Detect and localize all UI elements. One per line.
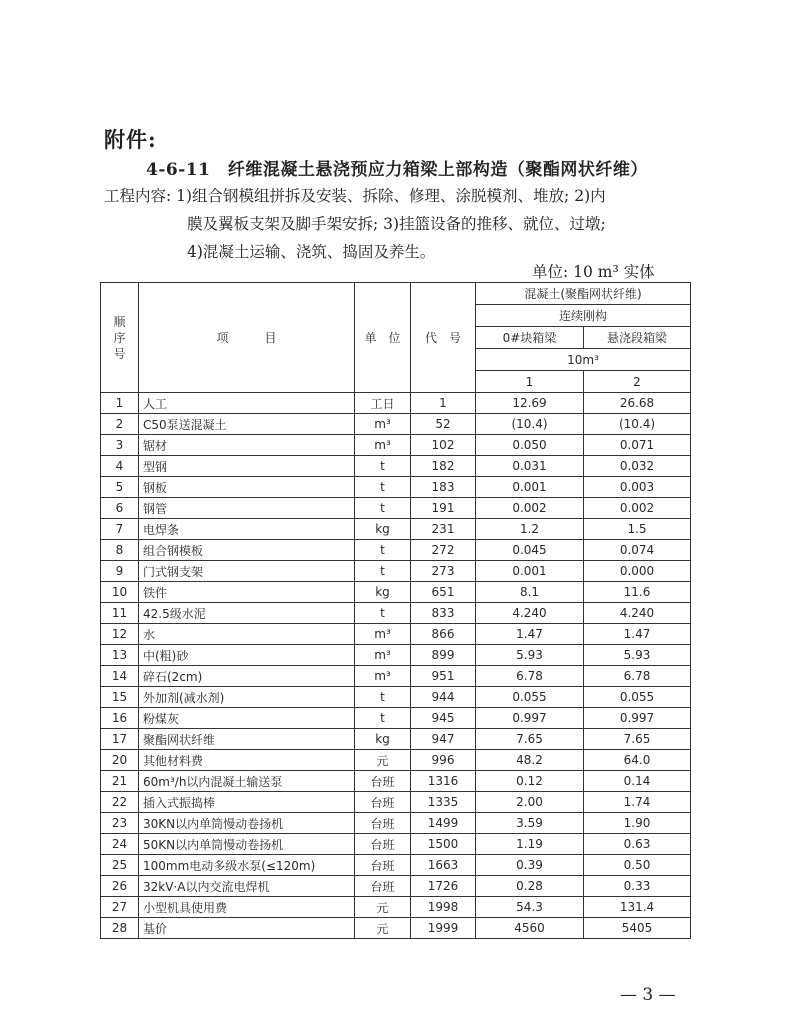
row-item: 组合钢模板 <box>139 540 355 561</box>
row-unit: m³ <box>355 666 411 687</box>
row-value-block0: 0.002 <box>476 498 584 519</box>
row-unit: 台班 <box>355 813 411 834</box>
row-unit: 元 <box>355 897 411 918</box>
row-value-cantilever: 0.997 <box>584 708 691 729</box>
table-body <box>101 393 691 939</box>
row-number: 13 <box>101 645 139 666</box>
row-item: 钢管 <box>139 498 355 519</box>
row-item: 100mm电动多级水泵(≤120m) <box>139 855 355 876</box>
row-value-cantilever: 0.000 <box>584 561 691 582</box>
row-value-block0: 4.240 <box>476 603 584 624</box>
row-value-cantilever: 0.33 <box>584 876 691 897</box>
row-code: 1663 <box>411 855 476 876</box>
row-item: 30KN以内单筒慢动卷扬机 <box>139 813 355 834</box>
page-number: — 3 — <box>620 985 676 1005</box>
row-item: 钢板 <box>139 477 355 498</box>
row-code: 183 <box>411 477 476 498</box>
table-row <box>101 561 691 582</box>
row-code: 944 <box>411 687 476 708</box>
table-row <box>101 687 691 708</box>
row-code: 866 <box>411 624 476 645</box>
row-unit: 元 <box>355 918 411 939</box>
row-value-cantilever: 11.6 <box>584 582 691 603</box>
row-value-cantilever: 0.14 <box>584 771 691 792</box>
row-code: 273 <box>411 561 476 582</box>
row-number: 23 <box>101 813 139 834</box>
row-unit: kg <box>355 582 411 603</box>
row-number: 11 <box>101 603 139 624</box>
row-value-block0: 0.001 <box>476 561 584 582</box>
table-row <box>101 645 691 666</box>
table-row <box>101 918 691 939</box>
row-item: 小型机具使用费 <box>139 897 355 918</box>
row-item: 人工 <box>139 393 355 414</box>
row-value-block0: 3.59 <box>476 813 584 834</box>
row-unit: t <box>355 498 411 519</box>
row-number: 27 <box>101 897 139 918</box>
row-value-cantilever: 1.90 <box>584 813 691 834</box>
row-code: 1316 <box>411 771 476 792</box>
row-value-block0: 1.47 <box>476 624 584 645</box>
row-number: 7 <box>101 519 139 540</box>
row-unit: m³ <box>355 624 411 645</box>
table-row <box>101 729 691 750</box>
row-value-cantilever: 0.002 <box>584 498 691 519</box>
row-value-block0: 48.2 <box>476 750 584 771</box>
row-value-cantilever: 131.4 <box>584 897 691 918</box>
row-value-cantilever: 0.63 <box>584 834 691 855</box>
row-number: 3 <box>101 435 139 456</box>
row-unit: 工日 <box>355 393 411 414</box>
row-code: 1998 <box>411 897 476 918</box>
row-value-block0: 0.12 <box>476 771 584 792</box>
quota-title: 4-6-11 纤维混凝土悬浇预应力箱梁上部构造（聚酯网状纤维） <box>146 160 648 180</box>
table-row <box>101 519 691 540</box>
table-row <box>101 792 691 813</box>
row-number: 17 <box>101 729 139 750</box>
row-value-block0: 54.3 <box>476 897 584 918</box>
row-unit: 台班 <box>355 876 411 897</box>
row-code: 102 <box>411 435 476 456</box>
row-code: 1726 <box>411 876 476 897</box>
row-item: 外加剂(减水剂) <box>139 687 355 708</box>
unit-label: 单位: 10 m³ 实体 <box>532 263 655 281</box>
row-value-block0: 1.19 <box>476 834 584 855</box>
row-number: 5 <box>101 477 139 498</box>
row-number: 8 <box>101 540 139 561</box>
row-value-cantilever: 5405 <box>584 918 691 939</box>
row-unit: t <box>355 477 411 498</box>
row-value-block0: 0.031 <box>476 456 584 477</box>
row-item: 基价 <box>139 918 355 939</box>
row-unit: t <box>355 561 411 582</box>
row-code: 182 <box>411 456 476 477</box>
table-row <box>101 834 691 855</box>
row-unit: kg <box>355 729 411 750</box>
row-value-cantilever: 1.5 <box>584 519 691 540</box>
quota-table <box>100 282 691 939</box>
row-unit: t <box>355 708 411 729</box>
row-number: 16 <box>101 708 139 729</box>
row-item: 42.5级水泥 <box>139 603 355 624</box>
header-code: 代 号 <box>411 283 476 393</box>
table-row <box>101 666 691 687</box>
row-item: 其他材料费 <box>139 750 355 771</box>
row-number: 15 <box>101 687 139 708</box>
work-content-line-2: 膜及翼板支架及脚手架安拆; 3)挂篮设备的推移、就位、过墩; <box>187 215 606 233</box>
row-value-block0: (10.4) <box>476 414 584 435</box>
row-item: 60m³/h以内混凝土输送泵 <box>139 771 355 792</box>
row-unit: 台班 <box>355 771 411 792</box>
row-number: 1 <box>101 393 139 414</box>
row-item: 粉煤灰 <box>139 708 355 729</box>
row-number: 22 <box>101 792 139 813</box>
row-value-cantilever: 0.071 <box>584 435 691 456</box>
row-number: 4 <box>101 456 139 477</box>
row-number: 9 <box>101 561 139 582</box>
table-row <box>101 603 691 624</box>
row-value-cantilever: 0.003 <box>584 477 691 498</box>
row-value-cantilever: 0.50 <box>584 855 691 876</box>
row-item: 铁件 <box>139 582 355 603</box>
row-code: 945 <box>411 708 476 729</box>
row-code: 1499 <box>411 813 476 834</box>
table-row <box>101 708 691 729</box>
row-value-cantilever: 0.074 <box>584 540 691 561</box>
row-value-block0: 0.997 <box>476 708 584 729</box>
table-row <box>101 771 691 792</box>
table-row <box>101 456 691 477</box>
row-value-block0: 0.045 <box>476 540 584 561</box>
row-item: 插入式振捣棒 <box>139 792 355 813</box>
row-unit: kg <box>355 519 411 540</box>
row-code: 191 <box>411 498 476 519</box>
row-value-block0: 0.39 <box>476 855 584 876</box>
row-unit: 台班 <box>355 834 411 855</box>
row-number: 28 <box>101 918 139 939</box>
row-item: 水 <box>139 624 355 645</box>
row-item: 50KN以内单筒慢动卷扬机 <box>139 834 355 855</box>
header-index-2: 2 <box>584 371 691 393</box>
row-value-block0: 0.055 <box>476 687 584 708</box>
table-row <box>101 813 691 834</box>
row-value-cantilever: 7.65 <box>584 729 691 750</box>
row-value-cantilever: 26.68 <box>584 393 691 414</box>
row-code: 1500 <box>411 834 476 855</box>
work-content-line-1: 工程内容: 1)组合钢模组拼拆及安装、拆除、修理、涂脱模剂、堆放; 2)内 <box>104 187 606 205</box>
row-value-block0: 0.050 <box>476 435 584 456</box>
header-sub-cantilever: 悬浇段箱梁 <box>584 327 691 349</box>
row-unit: t <box>355 687 411 708</box>
row-item: 聚酯网状纤维 <box>139 729 355 750</box>
row-value-block0: 7.65 <box>476 729 584 750</box>
row-value-block0: 4560 <box>476 918 584 939</box>
row-item: C50泵送混凝土 <box>139 414 355 435</box>
table-row <box>101 624 691 645</box>
row-value-cantilever: 5.93 <box>584 645 691 666</box>
row-unit: 台班 <box>355 792 411 813</box>
table-row <box>101 477 691 498</box>
header-index-1: 1 <box>476 371 584 393</box>
header-group-rigid-frame: 连续刚构 <box>476 305 691 327</box>
table-row <box>101 435 691 456</box>
row-unit: m³ <box>355 435 411 456</box>
row-number: 25 <box>101 855 139 876</box>
row-value-block0: 8.1 <box>476 582 584 603</box>
row-code: 1 <box>411 393 476 414</box>
table-row <box>101 897 691 918</box>
header-group-concrete: 混凝土(聚酯网状纤维) <box>476 283 691 305</box>
row-value-block0: 0.001 <box>476 477 584 498</box>
header-measure: 10m³ <box>476 349 691 371</box>
row-value-block0: 2.00 <box>476 792 584 813</box>
row-unit: 台班 <box>355 855 411 876</box>
row-value-cantilever: 0.055 <box>584 687 691 708</box>
row-unit: t <box>355 456 411 477</box>
row-value-cantilever: 1.47 <box>584 624 691 645</box>
row-number: 14 <box>101 666 139 687</box>
header-seq <box>101 283 139 393</box>
header-item: 项 目 <box>139 283 355 393</box>
row-code: 1335 <box>411 792 476 813</box>
row-value-cantilever: 6.78 <box>584 666 691 687</box>
row-unit: m³ <box>355 645 411 666</box>
row-code: 996 <box>411 750 476 771</box>
row-value-cantilever: 1.74 <box>584 792 691 813</box>
row-value-cantilever: 64.0 <box>584 750 691 771</box>
row-item: 电焊条 <box>139 519 355 540</box>
row-number: 21 <box>101 771 139 792</box>
row-number: 24 <box>101 834 139 855</box>
table-row <box>101 876 691 897</box>
header-seq-text: 顺序号 <box>113 314 126 361</box>
row-number: 26 <box>101 876 139 897</box>
row-code: 1999 <box>411 918 476 939</box>
row-item: 型钢 <box>139 456 355 477</box>
row-code: 231 <box>411 519 476 540</box>
row-item: 32kV·A以内交流电焊机 <box>139 876 355 897</box>
row-code: 899 <box>411 645 476 666</box>
table-row <box>101 855 691 876</box>
header-sub-block0: 0#块箱梁 <box>476 327 584 349</box>
row-value-cantilever: 0.032 <box>584 456 691 477</box>
row-number: 10 <box>101 582 139 603</box>
row-code: 951 <box>411 666 476 687</box>
attachment-label: 附件: <box>104 127 157 152</box>
table-row <box>101 540 691 561</box>
table-row <box>101 582 691 603</box>
table-row <box>101 498 691 519</box>
row-unit: t <box>355 540 411 561</box>
table-row <box>101 393 691 414</box>
row-unit: 元 <box>355 750 411 771</box>
row-number: 12 <box>101 624 139 645</box>
row-code: 833 <box>411 603 476 624</box>
row-value-cantilever: (10.4) <box>584 414 691 435</box>
table-row <box>101 414 691 435</box>
row-number: 2 <box>101 414 139 435</box>
row-code: 947 <box>411 729 476 750</box>
row-value-block0: 0.28 <box>476 876 584 897</box>
row-item: 锯材 <box>139 435 355 456</box>
row-number: 20 <box>101 750 139 771</box>
row-unit: t <box>355 603 411 624</box>
row-value-block0: 5.93 <box>476 645 584 666</box>
row-item: 门式钢支架 <box>139 561 355 582</box>
row-number: 6 <box>101 498 139 519</box>
row-value-cantilever: 4.240 <box>584 603 691 624</box>
row-value-block0: 6.78 <box>476 666 584 687</box>
row-code: 651 <box>411 582 476 603</box>
header-unit: 单 位 <box>355 283 411 393</box>
row-code: 272 <box>411 540 476 561</box>
work-content-line-3: 4)混凝土运输、浇筑、捣固及养生。 <box>187 243 436 261</box>
row-item: 中(粗)砂 <box>139 645 355 666</box>
row-item: 碎石(2cm) <box>139 666 355 687</box>
table-row <box>101 750 691 771</box>
row-value-block0: 1.2 <box>476 519 584 540</box>
row-value-block0: 12.69 <box>476 393 584 414</box>
row-unit: m³ <box>355 414 411 435</box>
row-code: 52 <box>411 414 476 435</box>
